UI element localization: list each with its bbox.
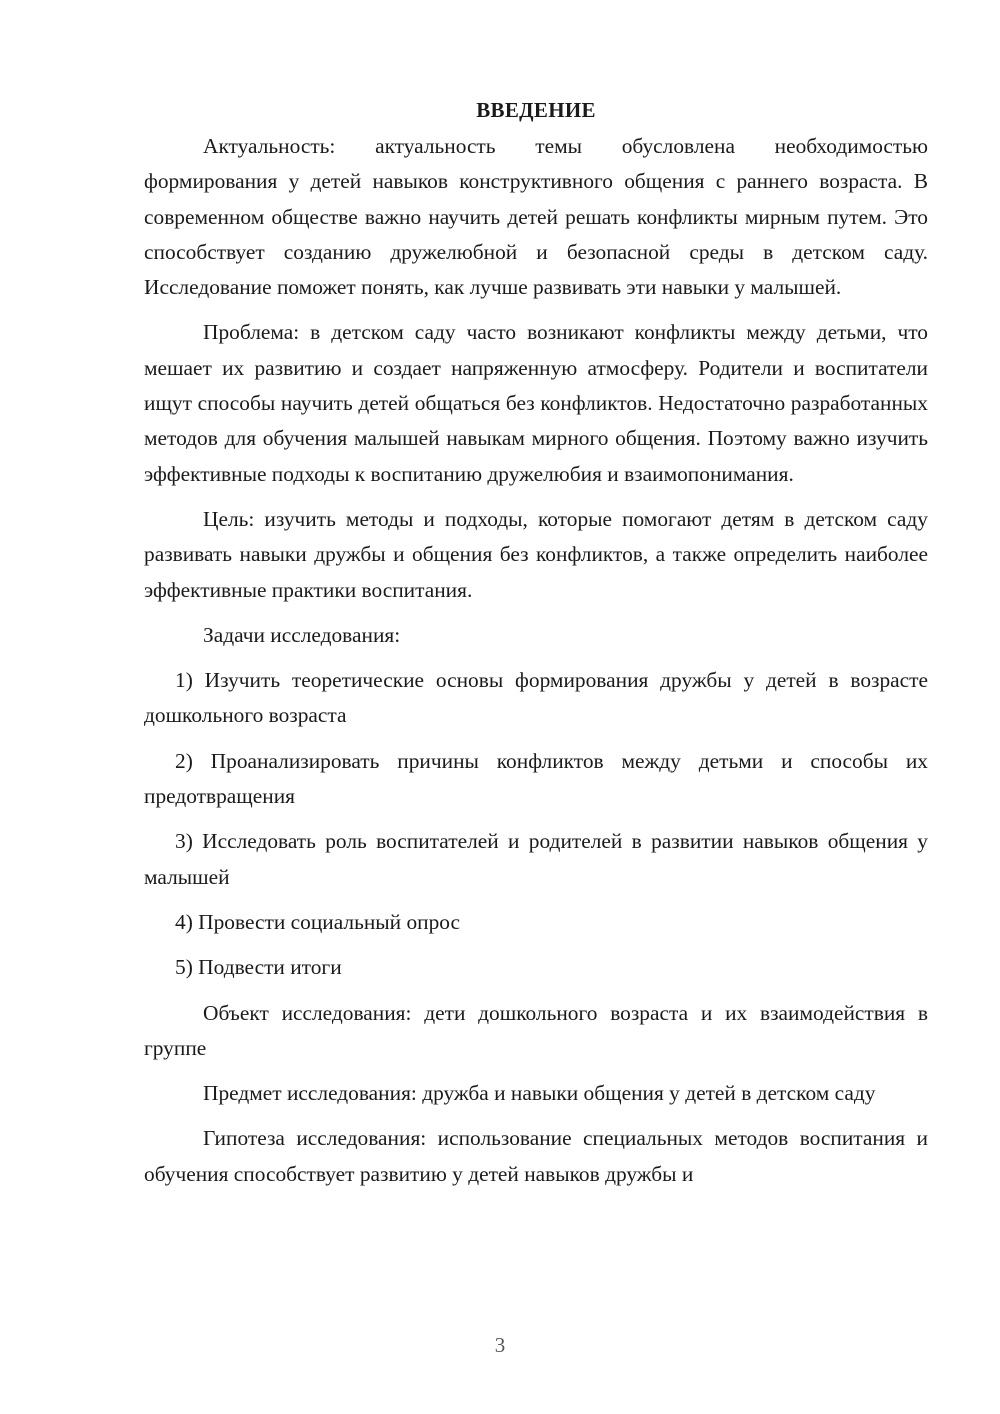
paragraph-relevance: Актуальность: актуальность темы обусловлена необходимостью формирования у детей навыков конструктивного общения с раннего возраста. В современном обществе важно научить детей решать конфликты мирным путем. Это способствует созданию дружелюбной и безопасной среды в детском саду. Исследование поможет понять, как лучше развивать эти навыки у малышей. [144,134,928,300]
task-item-4: 4) Провести социальный опрос [175,909,461,934]
page-number: 3 [494,1333,506,1357]
document-page [144,95,928,1192]
paragraph-problem: Проблема: в детском саду часто возникают конфликты между детьми, что мешает их развитию и создает напряженную атмосферу. Родители и воспитатели ищут способы научить детей общаться без конфликтов. Недостаточно разработанных методов для обучения малышей навыкам мирного общения. Поэтому важно изучить эффективные подходы к воспитанию дружелюбия и взаимопонимания. [144,320,928,486]
task-item-5: 5) Подвести итоги [175,955,342,980]
task-item-1: 1) Изучить теоретические основы формирования дружбы у детей в возрасте дошкольного возраста [144,668,928,728]
paragraph-hypothesis: Гипотеза исследования: использование специальных методов воспитания и обучения способствует развитию у детей навыков дружбы и [144,1126,928,1186]
page-title: ВВЕДЕНИЕ [476,98,596,122]
paragraph-object: Объект исследования: дети дошкольного возраста и их взаимодействия в группе [144,1000,928,1060]
task-item-3: 3) Исследовать роль воспитателей и родителей в развитии навыков общения у малышей [144,829,928,889]
paragraph-goal: Цель: изучить методы и подходы, которые помогают детям в детском саду развивать навыки дружбы и общения без конфликтов, а также определить наиболее эффективные практики воспитания. [144,506,928,602]
paragraph-subject: Предмет исследования: дружба и навыки общения у детей в детском саду [203,1081,876,1106]
paragraph-tasks-heading: Задачи исследования: [203,622,401,647]
task-item-2: 2) Проанализировать причины конфликтов между детьми и способы их предотвращения [144,748,928,809]
